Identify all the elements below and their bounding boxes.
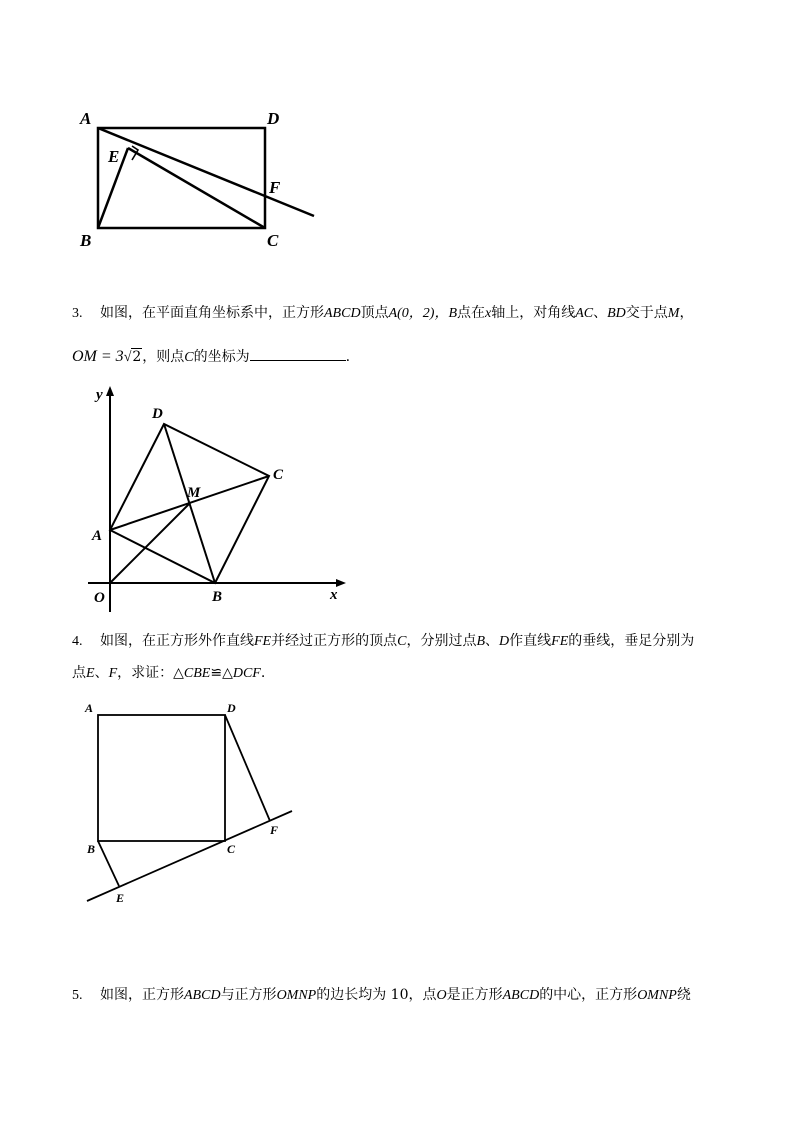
q3-om-equation: OM = 3 <box>72 348 124 365</box>
label-a: A <box>80 109 92 128</box>
q5-text: 绕 <box>676 987 691 1003</box>
q3-var-bd: BD <box>607 306 626 321</box>
question-3-line-1 <box>72 303 732 324</box>
q4-var-b: B <box>476 634 486 649</box>
q4-var-dcf: DCF <box>232 666 261 681</box>
label-c: C <box>267 231 279 250</box>
q3-text: 轴上，对角线 <box>491 305 576 321</box>
question-number: 3. <box>72 306 83 321</box>
question-5 <box>72 985 732 1006</box>
q4-end: . <box>260 665 266 681</box>
label-b: B <box>87 842 96 856</box>
label-m: M <box>187 485 201 501</box>
q3-text: 顶点 <box>360 305 389 321</box>
q4-var-c: C <box>397 634 407 649</box>
q3-point-a: A(0，2)， <box>388 306 449 321</box>
label-d: D <box>152 406 163 422</box>
q4-var-f: F <box>108 666 118 681</box>
question-5-line-1 <box>72 985 732 1006</box>
q5-var-o: O <box>436 988 447 1003</box>
q4-sep: 、 <box>485 633 500 649</box>
question-4 <box>72 631 732 684</box>
label-c: C <box>227 842 236 856</box>
figure-1-rectangle <box>70 100 330 255</box>
question-4-line-2 <box>72 663 732 684</box>
segment-d-f <box>225 715 270 821</box>
q3-var-m: M <box>667 306 680 321</box>
question-4-line-1 <box>72 631 732 652</box>
question-3-line-2 <box>72 346 732 368</box>
line-fe <box>87 811 292 901</box>
label-d: D <box>227 701 236 715</box>
label-a: A <box>92 528 103 544</box>
q3-end: . <box>345 349 351 365</box>
q5-text: 与正方形 <box>220 987 277 1003</box>
label-x: x <box>330 587 338 603</box>
figure-3-square-line <box>80 698 300 908</box>
q4-cong: ≌△ <box>210 665 233 681</box>
q4-sep: 、 <box>94 665 109 681</box>
q5-text: 如图，正方形 <box>100 987 184 1003</box>
q5-text: 的中心，正方形 <box>539 987 638 1003</box>
q3-text: ，则点 <box>142 349 185 365</box>
q4-text: 的垂线，垂足分别为 <box>568 633 695 649</box>
q4-var-e: E <box>86 666 95 681</box>
q3-comma: ， <box>679 305 694 321</box>
label-o: O <box>94 590 105 606</box>
segment-b-e <box>98 841 119 886</box>
q4-text: 并经过正方形的顶点 <box>271 633 398 649</box>
label-y: y <box>96 387 103 403</box>
segment-om <box>110 503 190 583</box>
q3-var-x: x <box>485 306 492 321</box>
q4-text: ，分别过点 <box>406 633 477 649</box>
answer-blank[interactable] <box>250 346 346 361</box>
q4-text: 作直线 <box>509 633 552 649</box>
q5-var-omnp: OMNP <box>276 988 317 1003</box>
question-3 <box>72 303 732 368</box>
q4-text: ，求证：△ <box>117 665 184 681</box>
q5-text: 是正方形 <box>446 987 503 1003</box>
q3-text: 的坐标为 <box>193 349 250 365</box>
label-f: F <box>269 178 281 197</box>
q5-var-abcd: ABCD <box>184 988 221 1003</box>
q4-var-fe: FE <box>254 634 272 649</box>
label-c: C <box>273 467 284 483</box>
question-number: 5. <box>72 988 83 1003</box>
q5-var-omnp: OMNP <box>637 988 677 1003</box>
label-a: A <box>85 701 94 715</box>
sqrt-symbol: √ <box>123 350 132 365</box>
q3-var-b: B <box>448 306 458 321</box>
label-e: E <box>116 891 125 905</box>
y-axis-arrow-icon <box>106 386 114 396</box>
q4-text: 点 <box>72 665 86 681</box>
sqrt-radicand: 2 <box>132 349 142 365</box>
x-axis-arrow-icon <box>336 579 346 587</box>
label-b: B <box>212 589 223 605</box>
q3-var-ac: AC <box>575 306 594 321</box>
q4-var-d: D <box>499 634 510 649</box>
q3-var-c: C <box>184 350 194 365</box>
q4-var-fe: FE <box>551 634 569 649</box>
line-a-to-ray <box>98 128 314 216</box>
q3-sep: 、 <box>593 305 608 321</box>
label-e: E <box>108 147 120 166</box>
q3-text: 交于点 <box>625 305 668 321</box>
label-f: F <box>270 823 279 837</box>
label-b: B <box>80 231 92 250</box>
q5-text: 的边长均为 10，点 <box>316 987 437 1003</box>
q5-var-abcd: ABCD <box>502 988 540 1003</box>
q4-text: 如图，在正方形外作直线 <box>100 633 254 649</box>
q3-text: 点在 <box>457 305 486 321</box>
q3-text: 如图，在平面直角坐标系中，正方形 <box>100 305 324 321</box>
label-d: D <box>267 109 280 128</box>
square-abcd <box>98 715 225 841</box>
figure-2-coordinate-square <box>80 382 355 610</box>
q4-var-cbe: CBE <box>183 666 211 681</box>
question-number: 4. <box>72 634 83 649</box>
q3-var-abcd: ABCD <box>324 306 361 321</box>
